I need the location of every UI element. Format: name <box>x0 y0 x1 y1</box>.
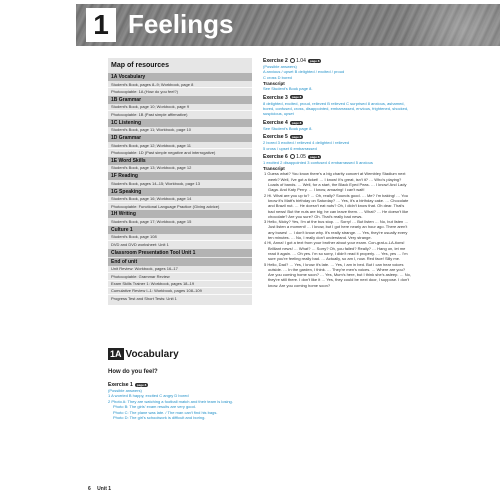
map-section-line: Progress Test and Short Tests: Unit 1 <box>108 294 252 301</box>
audio-cd-icon <box>290 58 295 63</box>
transcript-item: 3 Hello, Nicky? Yes, I'm at the bus stop. … Sorry! … But listen … No, but listen … Just listen a moment! … I know, but I got here nearly an hour ago. There aren't any buses! … I don't know why. It's really strange. … Yes, they're usually every ten minutes. … No, I really don't understand. Very strange. <box>264 219 409 241</box>
transcript-list <box>263 171 411 288</box>
map-of-resources <box>108 58 252 305</box>
exercise-2-possible: (Possible answers) <box>263 64 297 69</box>
exercise-1-photo-d: Photo D: The girl's schoolwork is difficult and boring. <box>113 415 206 421</box>
map-section-line: Photocopiable: 1B (Past simple affirmative) <box>108 110 252 117</box>
exercise-5-label: Exercise 5 page 8 <box>263 134 302 141</box>
map-sections <box>108 73 252 302</box>
page-badge: page 8 <box>309 58 320 63</box>
map-section-line: Cumulative Review I–1: Workbook, pages 108–109 <box>108 287 252 294</box>
exercise-6 <box>263 154 411 288</box>
exercise-2-note: See Student's Book page 8. <box>263 86 313 92</box>
map-section-heading: 1H Writing <box>108 210 252 218</box>
map-section-line: Student's Book, page 108 <box>111 234 157 240</box>
page-badge: page 8 <box>291 120 302 125</box>
page-badge: page 8 <box>136 382 147 387</box>
map-section-line: Student's Book, page 16; Workbook, page 14 <box>111 196 192 202</box>
exercise-3-answers: 8 delighted, excited, proud, relieved B relieved C surprised 8 anxious, ashamed, bored, confused, cross, disappointed, embarrassed, envious, frightened, shocked, suspicious, upset <box>263 100 409 117</box>
map-section-line: Photocopiable: Grammar Review <box>108 272 252 279</box>
unit-number: 1 <box>86 8 116 42</box>
map-section-heading: 1C Listening <box>108 119 252 127</box>
map-section-heading: 1A Vocabulary <box>108 73 252 81</box>
audio-cd-icon <box>290 154 295 159</box>
banner-texture <box>376 4 500 46</box>
exercise-5-answers-b: 5 cross / upset 6 embarrassed <box>263 145 317 151</box>
exercise-6-label: Exercise 6 1.05 page 8 <box>263 154 320 161</box>
map-section-heading: 1B Grammar <box>108 96 252 104</box>
map-section-line: Photocopiable: Functional Language Practice (Giving advice) <box>108 202 252 209</box>
map-section-heading: 1E Word Skills <box>108 157 252 165</box>
lesson-tag: 1A <box>110 349 122 359</box>
exercise-1-label: Exercise 1 page 8 <box>108 382 147 388</box>
page-badge: page 8 <box>291 134 302 139</box>
map-section-line: Photocopiable: 1D (Past simple negative and interrogative) <box>108 148 252 155</box>
map-section-line: DVD and DVD worksheet: Unit 1 <box>108 240 252 247</box>
answer-key-column <box>263 58 411 291</box>
map-section-line: Unit Review: Workbook, pages 16–17 <box>111 266 178 272</box>
exercise-2 <box>263 58 411 92</box>
transcript-label: Transcript <box>263 166 285 172</box>
map-title: Map of resources <box>111 62 169 69</box>
unit-title: Feelings <box>128 9 234 39</box>
page-badge: page 8 <box>291 95 302 100</box>
map-section-line: Student's Book, page 10; Workbook, page 9 <box>111 104 190 110</box>
map-section-line: Student's Book, pages 8–9; Workbook, page 8 <box>111 81 194 87</box>
exercise-1-line1: 1 A worried B happy, excited C angry D bored <box>108 393 189 399</box>
map-section-line: Photocopiable: 1A (How do you feel?) <box>108 87 252 94</box>
exercise-3 <box>263 95 411 117</box>
transcript-item: 4 Hi, Anna! I got a text from your brother about your exam. Con-grat-u-LA-tions! Brilliant news! … What? … Sorry? Oh, you failed? Really? … Hang on, let me read it again. … Oh yes. I'm so sorry, I didn't read it properly. … Yes, yes … I'm sure you're feeling really bad. … Actually, so am I, now. Red face! Silly me. <box>264 240 408 262</box>
map-section-line: Exam Skills Trainer 1: Workbook, pages 18–19 <box>108 280 252 287</box>
map-section-line: Student's Book, page 13; Workbook, page 12 <box>111 165 192 171</box>
map-section-heading: Classroom Presentation Tool Unit 1 <box>108 249 252 257</box>
exercise-4-note: See Student's Book page 8. <box>263 125 313 131</box>
map-section-line: Student's Book, page 12; Workbook, page 11 <box>111 142 192 148</box>
exercise-4 <box>263 120 411 131</box>
lesson-subtitle: How do you feel? <box>108 369 158 375</box>
exercise-5-answers-a: 2 bored 3 excited / relieved 4 delighted / relieved <box>263 140 350 146</box>
exercise-2-transcript-label: Transcript <box>263 81 285 87</box>
map-section-heading: Culture 1 <box>108 226 252 234</box>
page-footer <box>88 486 116 492</box>
exercise-3-label: Exercise 3 page 8 <box>263 94 302 101</box>
exercise-1-possible: (Possible answers) <box>108 388 142 393</box>
map-section-line: Student's Book, page 11; Workbook, page 10 <box>111 127 192 133</box>
exercise-1-line2: 2 Photo A: They are watching a football match and their team is losing. <box>108 398 233 404</box>
footer-unit: Unit 1 <box>97 486 112 492</box>
exercise-4-label: Exercise 4 page 8 <box>263 119 302 126</box>
map-section-heading: 1F Reading <box>108 172 252 180</box>
transcript-item: 5 Hello, Dad? … Yes, I know it's late. … Yes, I am in bed. But I can hear voices outside. … In the garden, I think. … They're men's voices. … Where are you? Are you coming home soon? … Yes, Mum's here, but I think she's asleep. … No, they're still there. I don't like it … Yes, they could be next door, I suppose. I don't know. Are you coming home soon? <box>264 261 411 288</box>
exercise-1-photo-b: Photo B: The girls' exam results are very good. <box>113 404 196 410</box>
page-number: 6 <box>88 486 91 492</box>
vocabulary-heading <box>108 348 179 360</box>
exercise-2-label: Exercise 2 1.04 page 8 <box>263 58 320 64</box>
transcript-item: 2 Hi. What are you up to? … Oh, really? Sounds good. … Me? I'm baking! … You know it's Matt's birthday on Saturday? … Yes, it's a birthday cake. … Chocolate and Brazil nut. … He doesn't eat nuts? Oh, I didn't know that. Oh dear. That's bad news! But the nuts are big; he can leave them. … What? … He doesn't like chocolate? Are you sure? Oh. That's really bad news. <box>264 192 409 219</box>
exercise-6-answers: 1 excited 2 disappointed 3 confused 4 embarrassed 5 anxious <box>263 160 373 166</box>
map-section-heading: 1G Speaking <box>108 188 252 196</box>
map-section-heading: End of unit <box>108 258 252 266</box>
transcript-item: 1 Guess what? You know there's a big charity concert at Wembley Stadium next week? Well, I've got a ticket! … I know! It's great, isn't it? … Who's playing? Loads of bands. … Well, for a start, the Black Eyed Peas. … I know! And Lady Gaga. And Katy Perry. … I know, amazing! I can't wait! <box>264 171 407 193</box>
exercise-2-answers-c: C cross D bored <box>263 74 292 80</box>
page-badge: page 8 <box>309 154 320 159</box>
exercise-1-photo-c: Photo C: The plane was late. / The man can't find his bags. <box>113 409 218 415</box>
lesson-title: Vocabulary <box>125 348 179 360</box>
exercise-1 <box>108 382 253 420</box>
map-section-line: Student's Book, pages 14–15; Workbook, page 13 <box>111 180 200 186</box>
exercise-5 <box>263 134 411 151</box>
exercise-2-answers-a: A anxious / upset B delighted / excited / proud <box>263 69 345 75</box>
map-section-line: Student's Book, page 17; Workbook, page 15 <box>111 218 192 224</box>
map-section-heading: 1D Grammar <box>108 134 252 142</box>
